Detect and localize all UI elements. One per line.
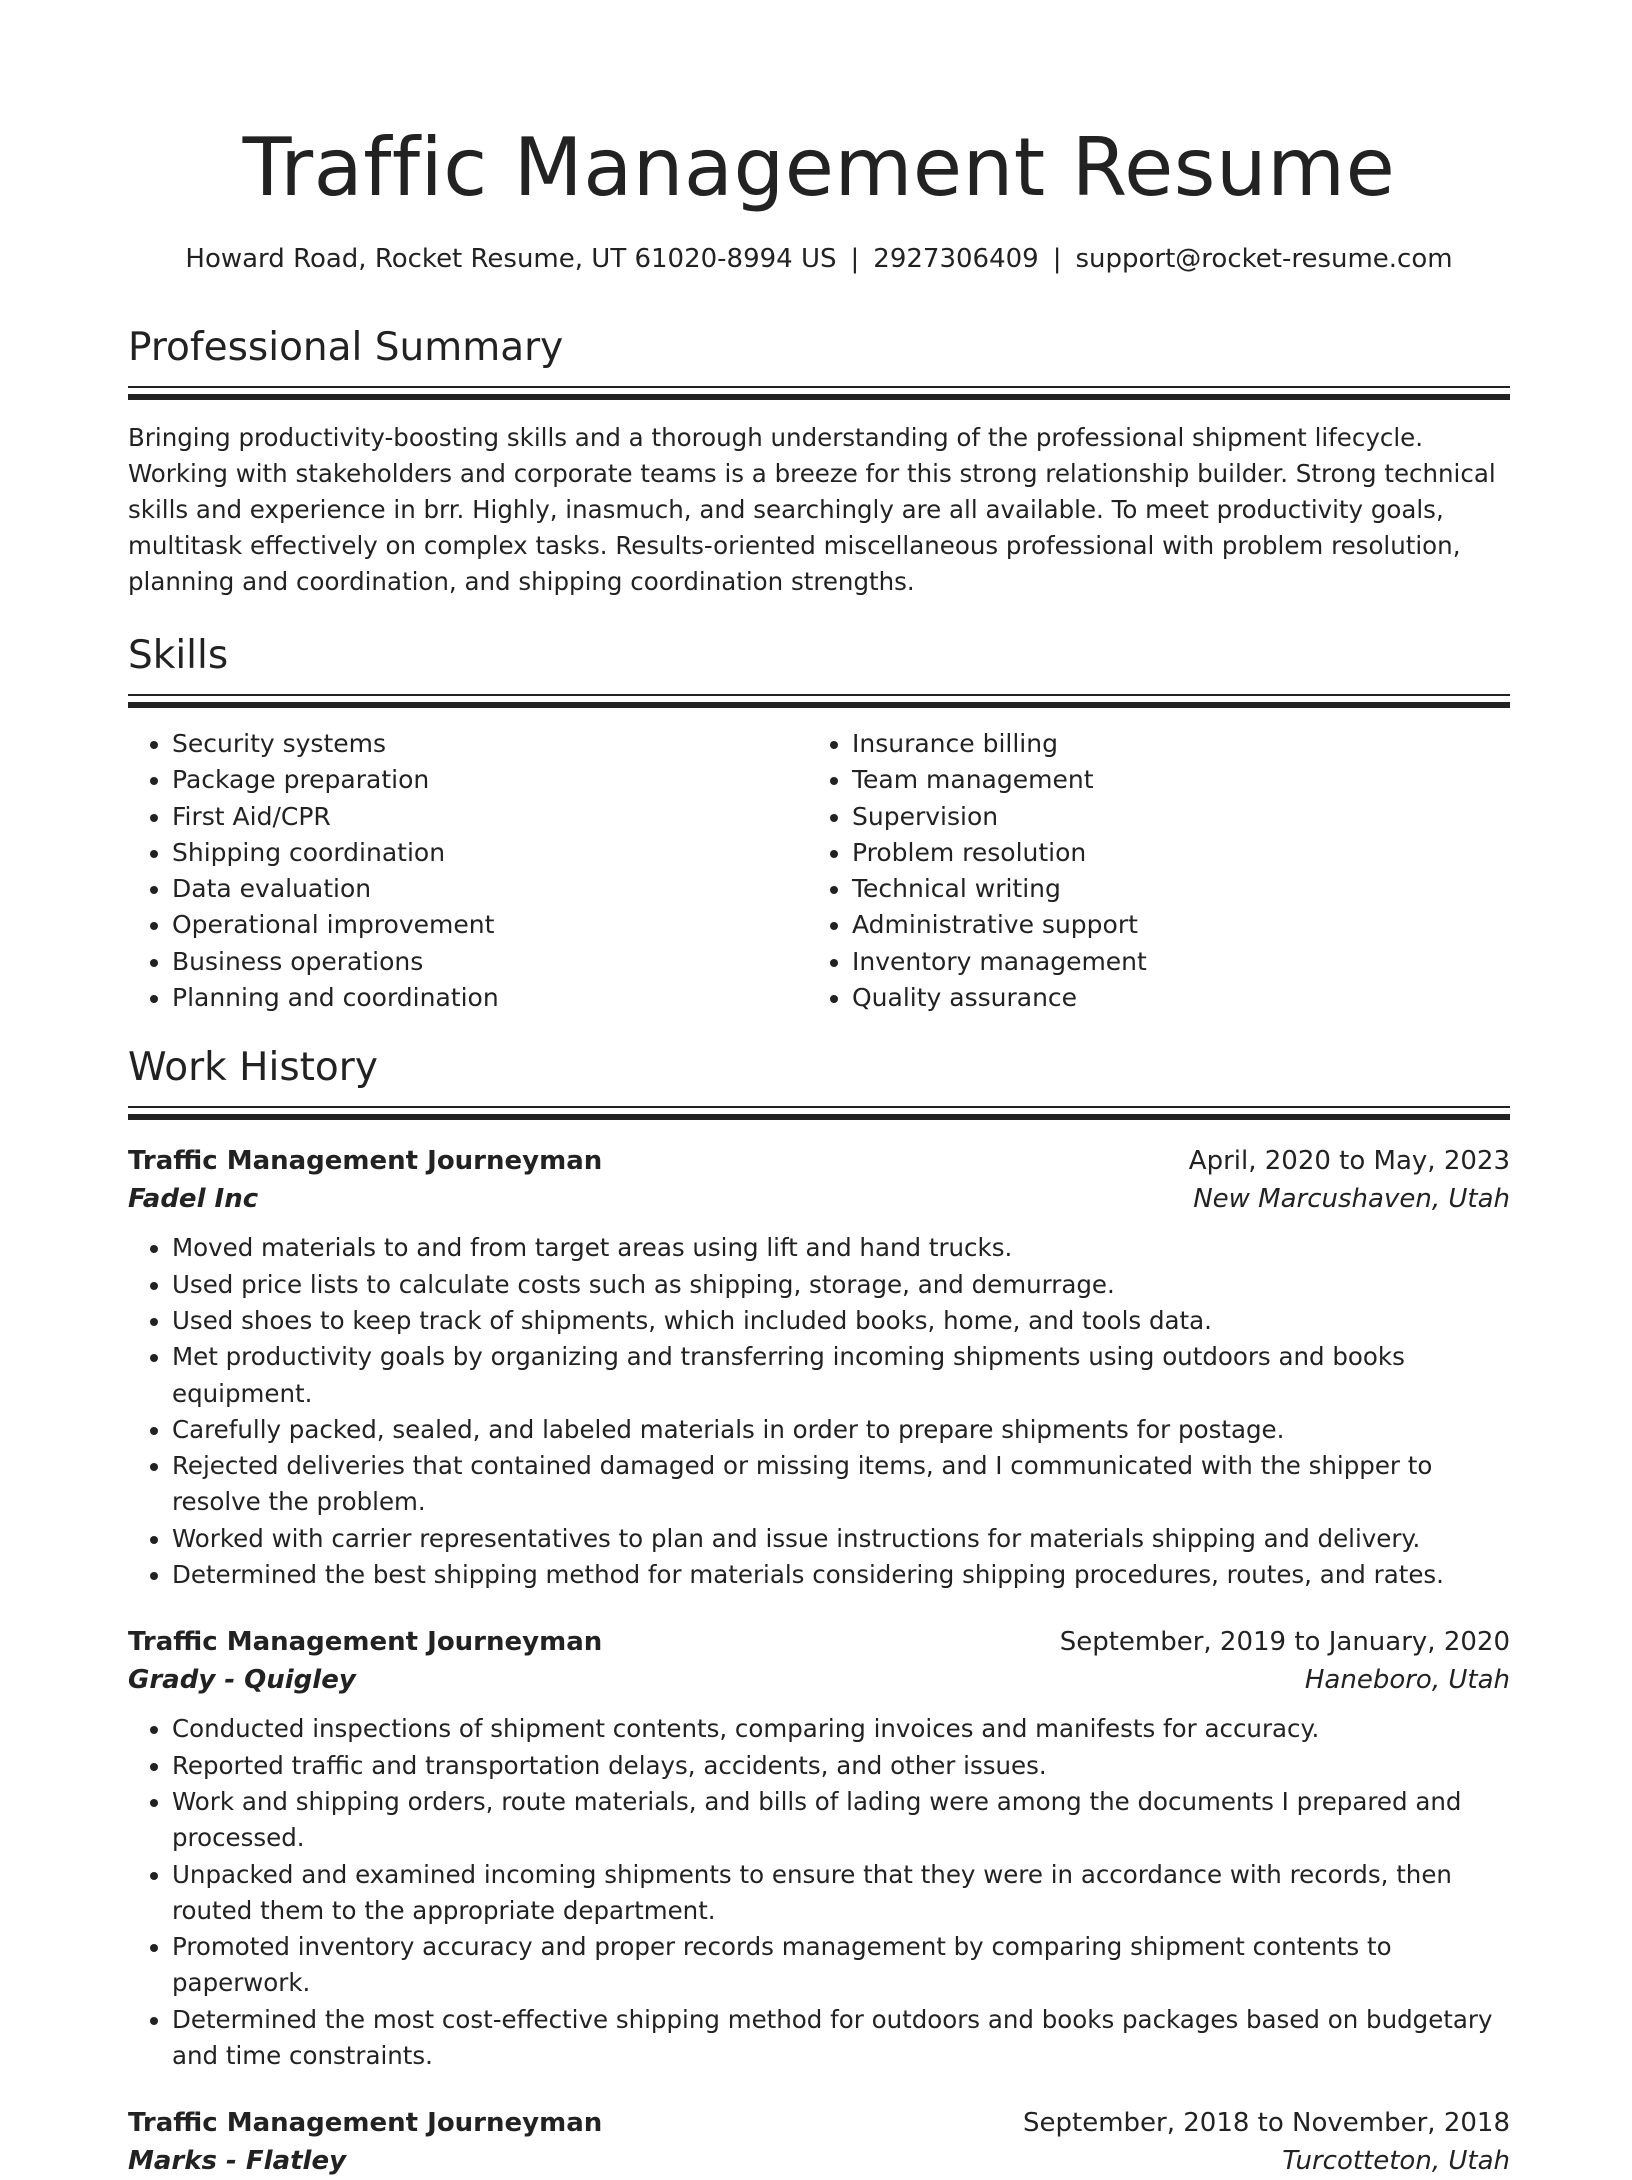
job-company: Grady - Quigley [128,1665,356,1696]
skill-item: • Technical writing [852,871,1488,907]
skill-item: • Operational improvement [172,907,808,943]
skills-section [128,632,1510,1016]
duty-item: • Conducted inspections of shipment contents, comparing invoices and manifests for accuracy. [172,1711,1510,1747]
contact-phone: 2927306409 [873,244,1039,274]
job-entry [128,1623,1510,2074]
contact-line [128,242,1510,276]
section-divider [128,694,1510,708]
job-duties [128,1711,1510,2074]
section-heading: Professional Summary [128,325,564,370]
summary-text: Bringing productivity-boosting skills and a thorough understanding of the professional shipment lifecycle. Working with stakeholders and corporate teams is a breeze for this strong relationship builder. Strong technical skills and experience in brr. Highly, inasmuch, and searchingly are all available. To meet productivity goals, multitask effectively on complex tasks. Results-oriented miscellaneous professional with problem resolution, planning and coordination, and shipping coordination strengths. [128,423,1496,596]
job-title: Traffic Management Journeyman [128,2108,603,2139]
job-dates: September, 2018 to November, 2018 [1023,2108,1510,2139]
contact-separator: | [850,244,860,274]
duty-item: • Work and shipping orders, route materials, and bills of lading were among the documents I prepared and processed. [172,1784,1510,1857]
job-dates: April, 2020 to May, 2023 [1188,1146,1510,1177]
job-entry [128,1142,1510,1593]
resume-title: Traffic Management Resume [242,121,1396,214]
duty-item: • Used shoes to keep track of shipments, which included books, home, and tools data. [172,1303,1510,1339]
skill-item: • Data evaluation [172,871,808,907]
skill-item: • Supervision [852,799,1488,835]
duty-item: • Promoted inventory accuracy and proper records management by comparing shipment contents to paperwork. [172,1929,1510,2002]
skill-item: • Administrative support [852,907,1488,943]
duty-item: • Worked with carrier representatives to plan and issue instructions for materials shipping and delivery. [172,1521,1510,1557]
job-company: Marks - Flatley [128,2146,347,2177]
skills-list-right [808,726,1488,1016]
section-divider [128,386,1510,400]
job-location: Haneboro, Utah [1304,1665,1510,1696]
job-location: Turcotteton, Utah [1282,2146,1510,2177]
contact-email: support@rocket-resume.com [1075,244,1453,274]
resume-page [128,0,1510,2180]
job-entry [128,2104,1510,2180]
skill-item: • Shipping coordination [172,835,808,871]
skill-item: • Business operations [172,944,808,980]
skill-item: • First Aid/CPR [172,799,808,835]
work-history-section [128,1044,1510,2180]
duty-item: • Reported traffic and transportation delays, accidents, and other issues. [172,1748,1510,1784]
job-duties [128,1230,1510,1593]
job-dates: September, 2019 to January, 2020 [1059,1627,1510,1658]
duty-item: • Unpacked and examined incoming shipments to ensure that they were in accordance with records, then routed them to the appropriate department. [172,1857,1510,1930]
section-divider [128,1106,1510,1120]
duty-item: • Used price lists to calculate costs such as shipping, storage, and demurrage. [172,1267,1510,1303]
professional-summary-section [128,324,1510,600]
job-location: New Marcushaven, Utah [1193,1184,1510,1215]
contact-separator: | [1052,244,1062,274]
skill-item: • Quality assurance [852,980,1488,1016]
skill-item: • Insurance billing [852,726,1488,762]
duty-item: • Rejected deliveries that contained damaged or missing items, and I communicated with the shipper to resolve the problem. [172,1448,1510,1521]
skill-item: • Problem resolution [852,835,1488,871]
section-heading: Work History [128,1045,378,1091]
skills-list-left [128,726,808,1016]
skill-item: • Security systems [172,726,808,762]
skill-item: • Package preparation [172,762,808,798]
job-title: Traffic Management Journeyman [128,1146,603,1177]
section-heading: Skills [128,633,229,678]
duty-item: • Carefully packed, sealed, and labeled materials in order to prepare shipments for postage. [172,1412,1510,1448]
skill-item: • Planning and coordination [172,980,808,1016]
contact-address: Howard Road, Rocket Resume, UT 61020-8994 US [185,244,837,274]
duty-item: • Determined the best shipping method for materials considering shipping procedures, routes, and rates. [172,1557,1510,1593]
duty-item: • Determined the most cost-effective shipping method for outdoors and books packages based on budgetary and time constraints. [172,2002,1510,2075]
skill-item: • Inventory management [852,944,1488,980]
job-company: Fadel Inc [128,1184,259,1215]
job-title: Traffic Management Journeyman [128,1627,603,1658]
duty-item: • Met productivity goals by organizing and transferring incoming shipments using outdoors and books equipment. [172,1339,1510,1412]
skills-columns [128,726,1510,1016]
duty-item: • Moved materials to and from target areas using lift and hand trucks. [172,1230,1510,1266]
skill-item: • Team management [852,762,1488,798]
